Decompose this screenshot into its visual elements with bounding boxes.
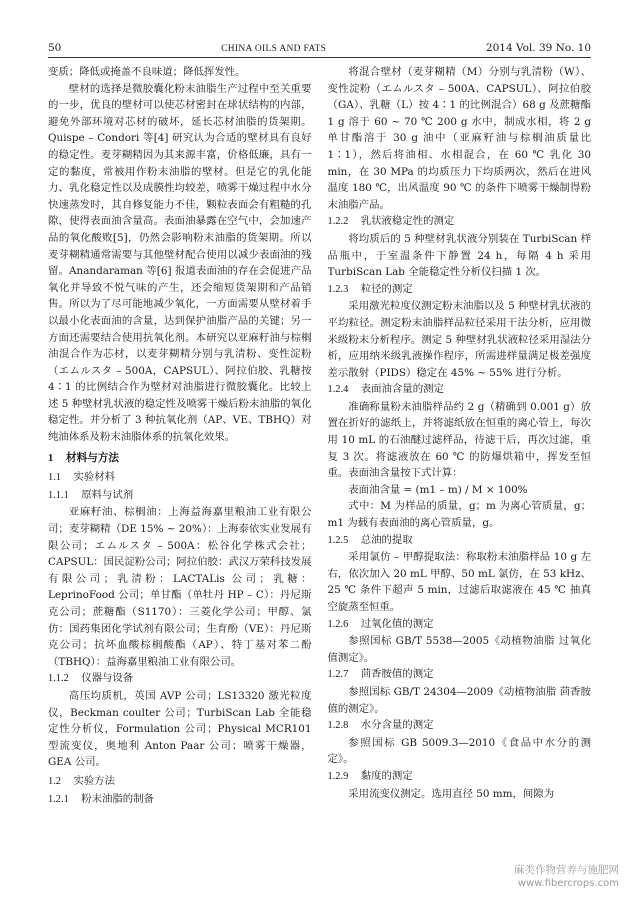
paragraph: 表面油含量 = (m1 – m) / M × 100% (348, 483, 528, 496)
subsubsection-heading (328, 768, 592, 786)
journal-title: CHINA OILS AND FATS (221, 44, 327, 54)
heading-text: 黏度的测定 (360, 769, 413, 782)
heading-number: 1.1 (48, 472, 61, 484)
subsection-heading (48, 469, 312, 487)
heading-number: 1.1.2 (48, 673, 69, 685)
paragraph: 采用氯仿 – 甲醇提取法：称取粉末油脂样品 10 g 左右，依次加入 20 mL 甲醇、50 mL 氯仿，在 53 kHz、25 ℃ 条件下超声 5 min，过滤后取滤液在 45 ℃ 抽真空旋蒸至恒重。 (327, 551, 591, 613)
heading-text: 粉末油脂的制备 (81, 792, 154, 805)
heading-text: 实验方法 (73, 774, 116, 787)
paragraph: 参照国标 GB/T 5538—2005《动植物油脂 过氧化值测定》。 (327, 635, 591, 664)
paragraph: 采用激光粒度仪测定粉末油脂以及 5 种壁材乳状液的平均粒径。测定粉末油脂样品粒径采用干法分析，应用微米级粉末分析程序。测定 5 种壁材乳状液粒径采用湿法分析，应用纳米级乳液操作程序，所需进样量满足极差强度差示散射（PIDS）稳定在 45% ~ 55% 进行分析。 (327, 300, 591, 379)
watermark (514, 863, 619, 891)
heading-text: 表面油含量的测定 (360, 383, 444, 396)
heading-number: 1.2.4 (327, 384, 349, 396)
watermark-name: 麻类作物营养与施肥网 (514, 864, 619, 876)
heading-text: 粒径的测定 (360, 282, 413, 295)
heading-number: 1.2.6 (327, 618, 349, 630)
paragraph: 采用流变仪测定。选用直径 50 mm，间隙为 (348, 787, 555, 800)
heading-number: 1.2 (48, 775, 61, 787)
heading-number: 1.2.8 (327, 720, 349, 732)
heading-number: 1 (48, 452, 54, 464)
heading-text: 乳状液稳定性的测定 (360, 215, 455, 228)
heading-text: 水分含量的测定 (360, 719, 434, 732)
subsubsection-heading (48, 670, 312, 688)
subsubsection-heading (328, 666, 592, 684)
subsubsection-heading (328, 381, 592, 399)
heading-number: 1.1.1 (48, 489, 69, 501)
subsubsection-heading (328, 281, 592, 299)
heading-number: 1.2.5 (327, 534, 349, 546)
heading-text: 实验材料 (73, 471, 116, 484)
body-columns (48, 64, 591, 859)
subsubsection-heading (48, 487, 312, 505)
heading-number: 1.2.1 (48, 793, 69, 805)
paragraph: 壁材的选择是微胶囊化粉末油脂生产过程中至关重要的一步，优良的壁材可以使芯材密封在球状结构的内部，避免外部环境对芯材的破坏，延长芯材油脂的货架期。Quispe – Condori 等[4] 研究认为合适的壁材具有良好的稳定性。麦芽糊精因为其来源丰富，价格低廉，具有一定的黏度，常被用作粉末油脂的壁材。但是它的乳化能力、乳化稳定性以及成膜性均较差，喷雾干燥过程中水分快速蒸发时，其自修复能力不佳，颗粒表面会有粗糙的孔隙，使得表面油含量高。表面油暴露在空气中，会加速产品的氧化酸败[5]，仍然会影响粉末油脂的货架期。所以麦芽糊精通常需要与其他壁材配合使用以减少表面油的残留。Anandaraman 等[6] 报道表面油的存在会促进产品氧化并导致不悦气味的产生，还会缩短货架期和产品销售。所以为了尽可能地减少氧化，一方面需要从壁材着手以最小化表面油的含量，达到保护油脂产品的关键；另一方面还需要结合使用抗氧化剂。本研究以亚麻籽油与棕榈油混合作为芯材，以麦芽糊精分别与乳清粉、变性淀粉（エムルスタ – 500A，CAPSUL）、阿拉伯胶、乳糖按 4∶1 的比例结合作为壁材对油脂进行微胶囊化。比较上述 5 种壁材乳状液的稳定性及喷雾干燥后粉末油脂的氧化稳定性。并分析了 3 种抗氧化剂（AP、VE、TBHQ）对纯油体系及粉末油脂体系的抗氧化效果。 (48, 82, 312, 444)
heading-text: 总油的提取 (360, 533, 413, 546)
heading-text: 过氧化值的测定 (360, 617, 434, 630)
running-header (48, 38, 591, 58)
issue-info: 2014 Vol. 39 No. 10 (485, 42, 591, 54)
heading-number: 1.2.7 (327, 669, 349, 681)
paragraph: 将均质后的 5 种壁材乳状液分别装在 TurbiScan 样品瓶中，于室温条件下静置 24 h，每隔 4 h 采用 TurbiScan Lab 全能稳定性分析仪扫描 1 次。 (327, 232, 591, 279)
paragraph: 高压均质机，英国 AVP 公司；LS13320 激光粒度仪，Beckman coulter 公司；TurbiScan Lab 全能稳定性分析仪，Formulation 公司；Physical MCR101 型流变仪，奥地利 Anton Paar 公司；喷雾干燥器，GEA 公司。 (48, 689, 312, 769)
left-column (48, 64, 312, 859)
subsubsection-heading (328, 532, 592, 550)
section-heading (48, 450, 312, 468)
heading-text: 仪器与设备 (81, 672, 134, 685)
subsubsection-heading (48, 791, 312, 809)
subsubsection-heading (328, 213, 592, 231)
heading-number: 1.2.2 (327, 216, 349, 228)
heading-number: 1.2.3 (327, 283, 349, 295)
subsubsection-heading (328, 717, 592, 735)
heading-text: 材料与方法 (66, 451, 119, 464)
page-number: 50 (48, 42, 62, 54)
paragraph: 变质；降低或掩盖不良味道；降低挥发性。 (48, 66, 246, 78)
watermark-url: www.fibercrops.com (517, 878, 619, 889)
paragraph: 准确称量粉末油脂样品约 2 g（精确到 0.001 g）放置在折好的滤纸上，并将滤纸放在恒重的离心管上，每次用 10 mL 的石油醚过滤样品，待滤干后，再次过滤，重复 3 次。将滤液放在 60 ℃ 的防爆烘箱中，挥发至恒重。表面油含量按下式计算： (327, 400, 591, 480)
subsubsection-heading (328, 616, 592, 634)
heading-text: 茴香胺值的测定 (360, 668, 434, 681)
paragraph: 式中：M 为样品的质量，g；m 为离心管质量，g；m1 为载有表面油的离心管质量，g。 (327, 500, 591, 530)
heading-number: 1.2.9 (327, 770, 349, 782)
paragraph: 参照国标 GB 5009.3—2010《食品中水分的测定》。 (327, 736, 591, 766)
paragraph: 参照国标 GB/T 24304—2009《动植物油脂 茴香胺值的测定》。 (327, 685, 591, 715)
subsection-heading (48, 773, 312, 791)
paragraph: 将混合壁材（麦芽糊精（M）分别与乳清粉（W）、变性淀粉（エムルスタ – 500A、CAPSUL）、阿拉伯胶（GA）、乳糖（L）按 4∶1 的比例混合）68 g 及蔗糖酯 1 g 溶于 60 ~ 70 ℃ 200 g 水中，制成水相，将 2 g 单甘酯溶于 30 g 油中（亚麻籽油与棕榈油质量比 1∶1），然后将油相、水相混合，在 60 ℃ 乳化 30 min，在 30 MPa 的均质压力下均质两次，然后在进风温度 180 ℃，出风温度 90 ℃ 的条件下喷雾干燥制得粉末油脂产品。 (327, 66, 591, 211)
paragraph: 亚麻籽油、棕榈油：上海益海嘉里粮油工业有限公司；麦芽糊精（DE 15% ~ 20%）：上海泰依实业发展有限公司；エムルスタ – 500A：松谷化学株式会社；CAPSUL：国民淀粉公司；阿拉伯胶：武汉万荣科技发展有限公司；乳清粉：LACTALis 公司；乳糖：LeprinoFood 公司；单甘酯（单牡丹 HP – C）：丹尼斯克公司；蔗糖酯（S1170）：三菱化学公司；甲醇、氯仿：国药集团化学试剂有限公司；生育酚（VE）：丹尼斯克公司；抗坏血酸棕榈酸酯（AP）、特丁基对苯二酚（TBHQ）：益海嘉里粮油工业有限公司。 (48, 506, 312, 668)
heading-text: 原料与试剂 (81, 488, 134, 501)
right-column (328, 64, 592, 859)
